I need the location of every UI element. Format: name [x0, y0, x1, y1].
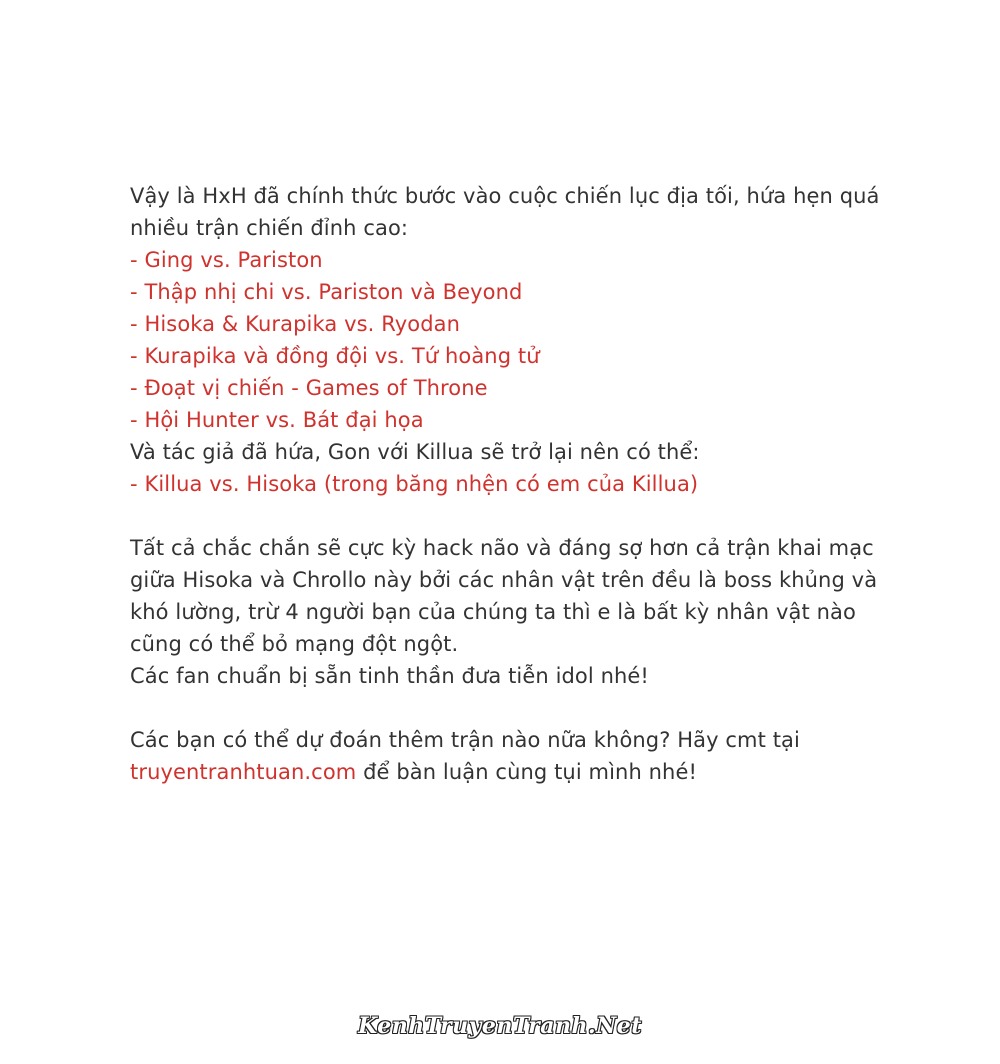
paragraph2-line-1: Tất cả chắc chắn sẽ cực kỳ hack não và đáng sợ hơn cả trận khai mạc: [130, 536, 874, 560]
intro-line-1: Vậy là HxH đã chính thức bước vào cuộc chiến lục địa tối, hứa hẹn quá: [130, 184, 880, 208]
paragraph3-line-2-rest: để bàn luận cùng tụi mình nhé!: [356, 760, 697, 784]
paragraph3-line-2: [130, 756, 890, 788]
website-link[interactable]: truyentranhtuan.com: [130, 760, 357, 784]
intro-line-2: nhiều trận chiến đỉnh cao:: [130, 216, 409, 240]
article-text: [130, 180, 890, 788]
paragraph3-line-1: Các bạn có thể dự đoán thêm trận nào nữa không? Hãy cmt tại: [130, 728, 800, 752]
promise-text: Và tác giả đã hứa, Gon với Killua sẽ trở lại nên có thể:: [130, 440, 700, 464]
paragraph2-line-4: cũng có thể bỏ mạng đột ngột.: [130, 632, 459, 656]
battle-item: - Hisoka & Kurapika vs. Ryodan: [130, 312, 461, 336]
paragraph2-line-2: giữa Hisoka và Chrollo này bởi các nhân vật trên đều là boss khủng và: [130, 568, 878, 592]
battle-item: - Hội Hunter vs. Bát đại họa: [130, 408, 424, 432]
battle-item: - Kurapika và đồng đội vs. Tứ hoàng tử: [130, 344, 540, 368]
battle-item-killua: - Killua vs. Hisoka (trong băng nhện có em của Killua): [130, 472, 699, 496]
battle-item: - Ging vs. Pariston: [130, 248, 323, 272]
paragraph2-line-5: Các fan chuẩn bị sẵn tinh thần đưa tiễn idol nhé!: [130, 664, 649, 688]
paragraph2-line-3: khó lường, trừ 4 người bạn của chúng ta thì e là bất kỳ nhân vật nào: [130, 600, 856, 624]
battle-item: - Thập nhị chi vs. Pariston và Beyond: [130, 280, 523, 304]
paragraph-gap: [130, 500, 890, 532]
watermark-logo: KenhTruyenTranh.Net: [358, 1013, 642, 1039]
battle-item: - Đoạt vị chiến - Games of Throne: [130, 376, 488, 400]
paragraph-gap: [130, 692, 890, 724]
